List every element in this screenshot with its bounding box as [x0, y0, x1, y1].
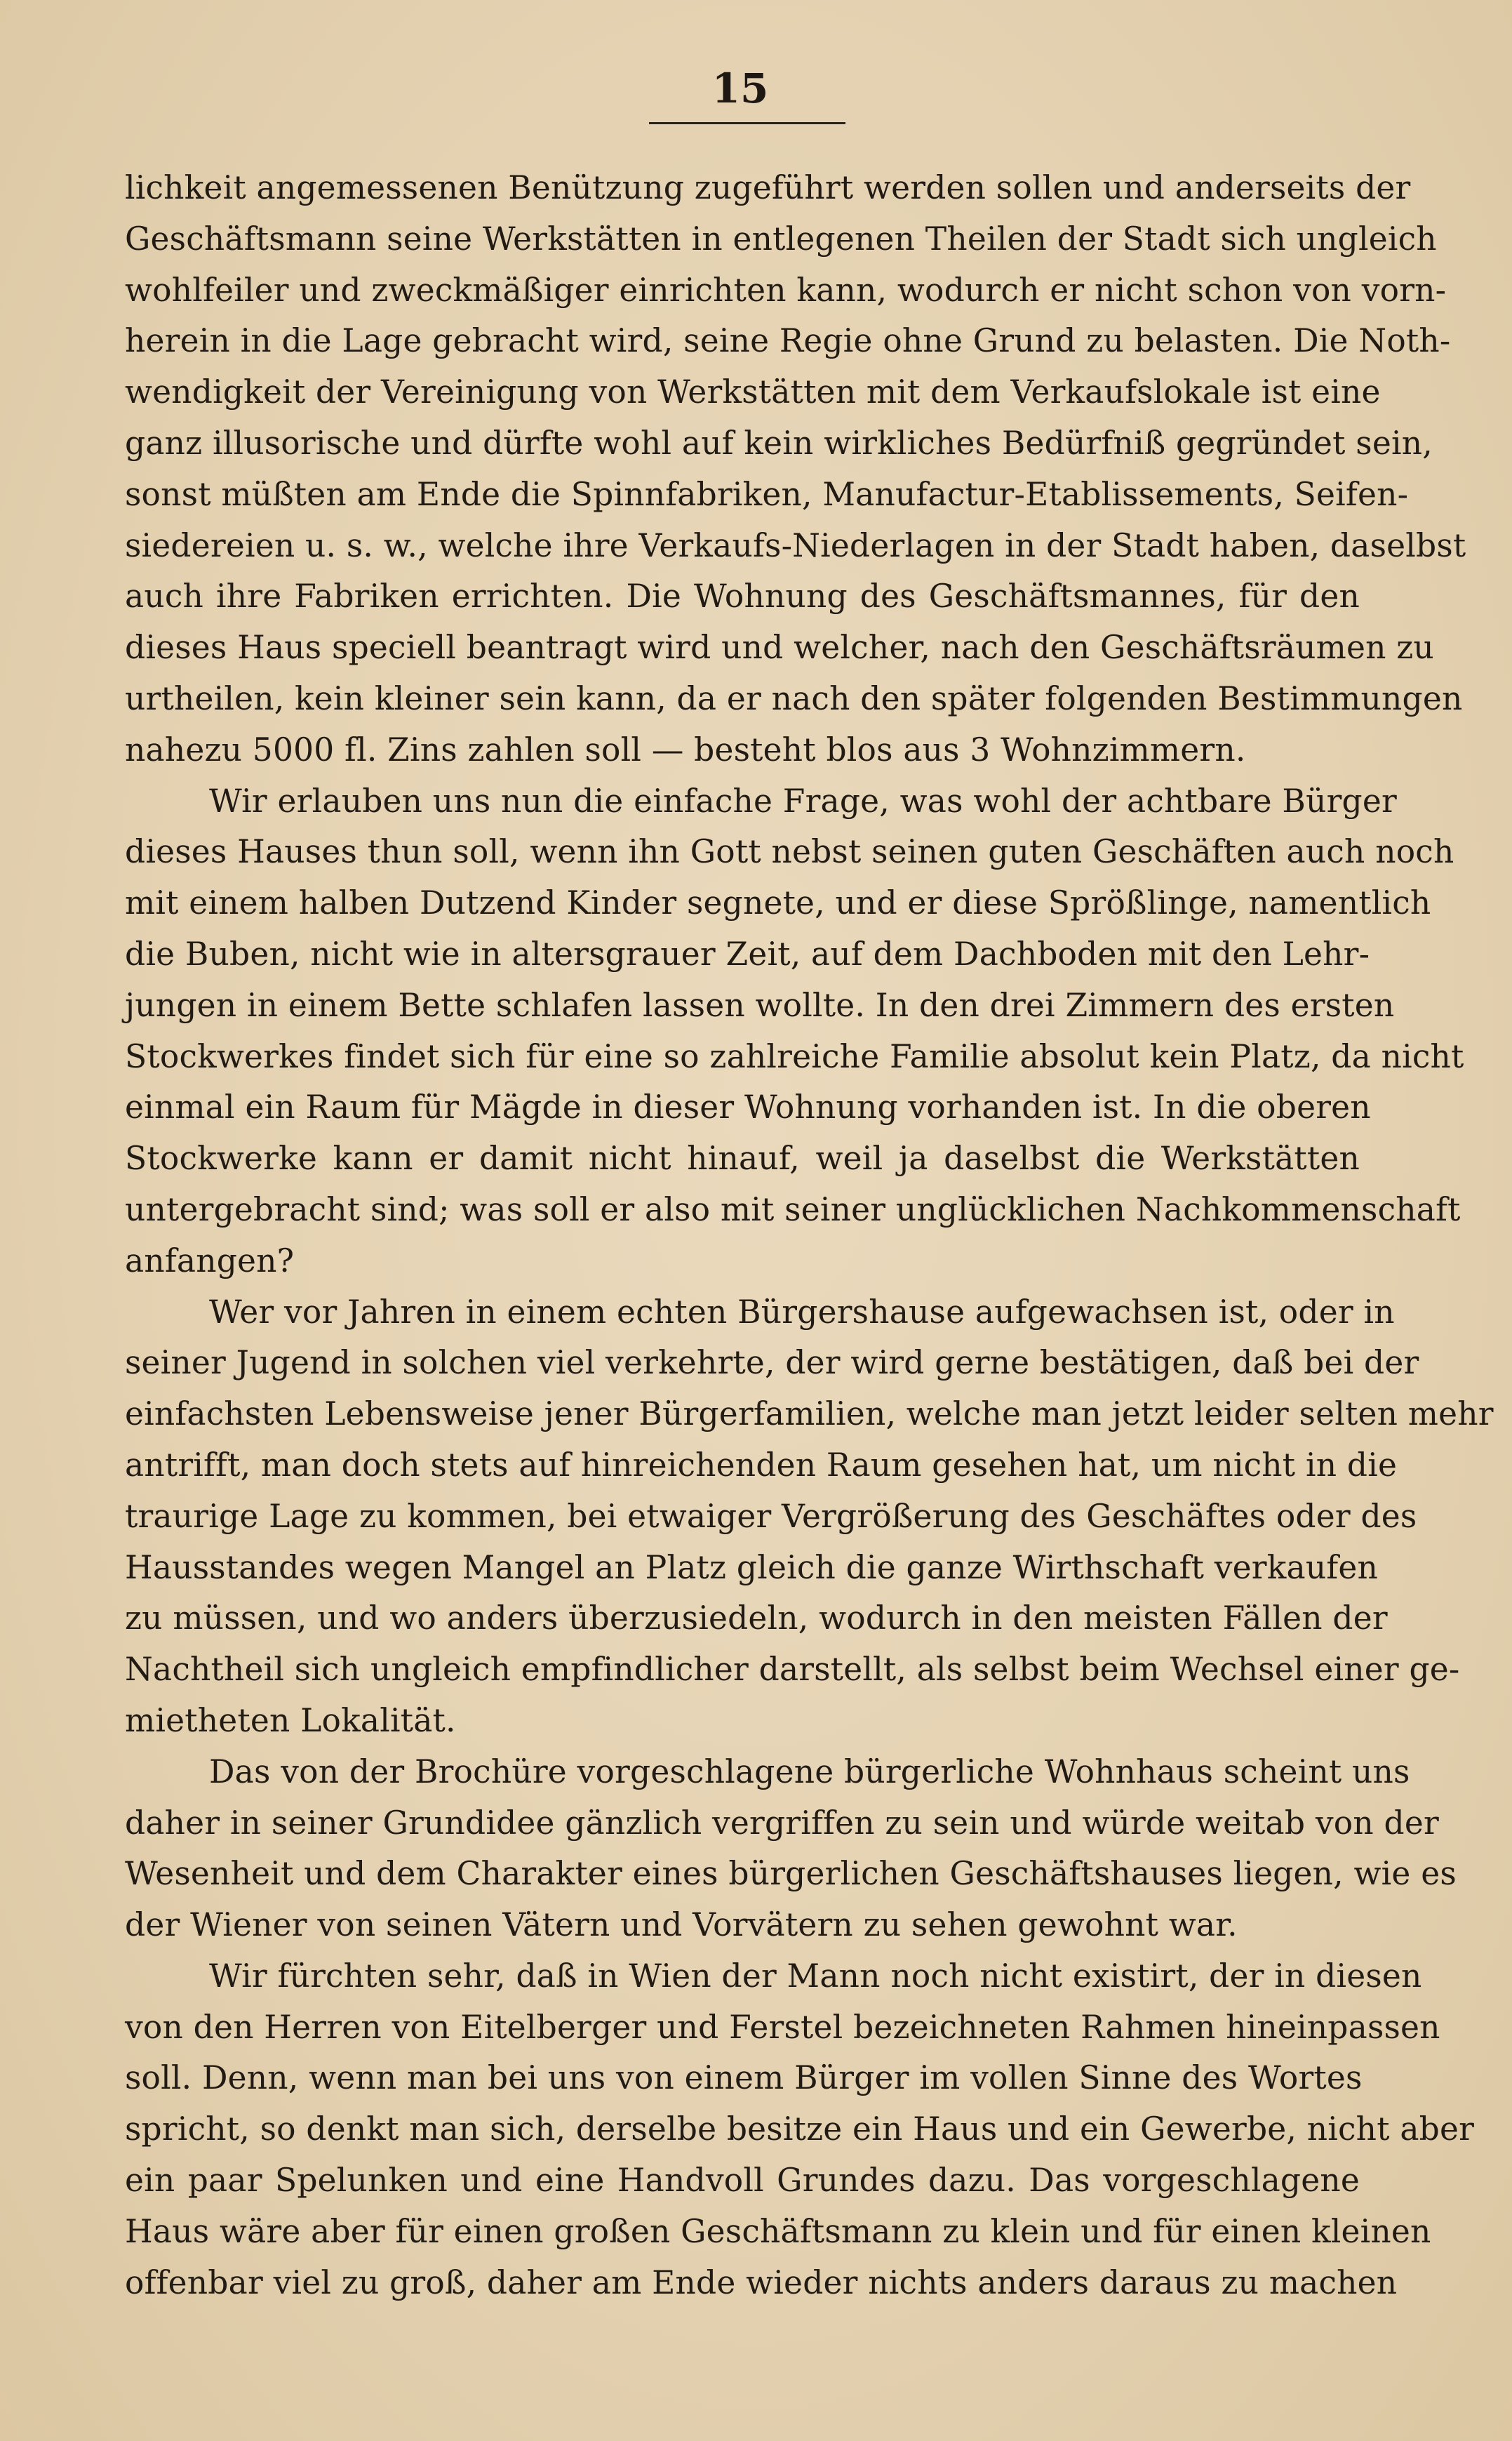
text-line: Geschäftsmann seine Werkstätten in entlegenen Theilen der Stadt sich ungleich — [125, 220, 1437, 258]
text-line: Das von der Brochüre vorgeschlagene bürgerliche Wohnhaus scheint uns — [209, 1752, 1410, 1790]
text-line: antrifft, man doch stets auf hinreichenden Raum gesehen hat, um nicht in die — [125, 1446, 1398, 1484]
text-line: offenbar viel zu groß, daher am Ende wieder nichts anders daraus zu machen — [125, 2263, 1398, 2301]
text-line: spricht, so denkt man sich, derselbe besitze ein Haus und ein Gewerbe, nicht aber — [125, 2110, 1475, 2148]
text-line: daher in seiner Grundidee gänzlich vergriffen zu sein und würde weitab von der — [125, 1804, 1439, 1842]
text-line: anfangen? — [125, 1242, 295, 1279]
text-line: der Wiener von seinen Vätern und Vorvätern zu sehen gewohnt war. — [125, 1906, 1238, 1944]
text-line: einfachsten Lebensweise jener Bürgerfamilien, welche man jetzt leider selten mehr — [125, 1395, 1494, 1433]
text-line: lichkeit angemessenen Benützung zugeführt werden sollen und anderseits der — [125, 169, 1411, 206]
paragraph-2 — [125, 776, 1464, 1287]
text-line: Wir fürchten sehr, daß in Wien der Mann noch nicht existirt, der in diesen — [209, 1957, 1422, 1995]
text-line: Wir erlauben uns nun die einfache Frage, was wohl der achtbare Bürger — [209, 782, 1397, 820]
text-line: sonst müßten am Ende die Spinnfabriken, Manufactur-Etablissements, Seifen- — [125, 475, 1409, 513]
text-line: seiner Jugend in solchen viel verkehrte, der wird gerne bestätigen, daß bei der — [125, 1344, 1419, 1382]
text-line: zu müssen, und wo anders überzusiedeln, wodurch in den meisten Fällen der — [125, 1599, 1388, 1637]
text-line: soll. Denn, wenn man bei uns von einem Bürger im vollen Sinne des Wortes — [125, 2059, 1363, 2097]
text-line: die Buben, nicht wie in altersgrauer Zeit, auf dem Dachboden mit den Lehr- — [125, 935, 1370, 973]
text-line: urtheilen, kein kleiner sein kann, da er nach den später folgenden Bestimmungen — [125, 679, 1463, 717]
body-text — [125, 163, 1494, 2308]
text-line: mietheten Lokalität. — [125, 1701, 456, 1739]
text-line: siedereien u. s. w., welche ihre Verkaufs-Niederlagen in der Stadt haben, daselbst — [125, 526, 1466, 564]
text-line: Haus wäre aber für einen großen Geschäftsmann zu klein und für einen kleinen — [125, 2212, 1431, 2250]
text-line: einmal ein Raum für Mägde in dieser Wohnung vorhanden ist. In die oberen — [125, 1089, 1371, 1126]
text-line: mit einem halben Dutzend Kinder segnete, und er diese Sprößlinge, namentlich — [125, 884, 1431, 922]
text-line: auch ihre Fabriken errichten. Die Wohnung des Geschäftsmannes, für den — [125, 578, 1360, 616]
text-line: Stockwerke kann er damit nicht hinauf, weil ja daselbst die Werkstätten — [125, 1140, 1360, 1178]
text-line: Wesenheit und dem Charakter eines bürgerlichen Geschäftshauses liegen, wie es — [125, 1855, 1457, 1893]
text-line: nahezu 5000 fl. Zins zahlen soll — besteht blos aus 3 Wohnzimmern. — [125, 731, 1246, 769]
paragraph-1 — [125, 163, 1466, 776]
text-line: traurige Lage zu kommen, bei etwaiger Vergrößerung des Geschäftes oder des — [125, 1497, 1417, 1535]
text-line: ein paar Spelunken und eine Handvoll Grundes dazu. Das vorgeschlagene — [125, 2162, 1360, 2200]
header-rule — [649, 122, 845, 124]
text-line: Nachtheil sich ungleich empfindlicher darstellt, als selbst beim Wechsel einer ge- — [125, 1651, 1460, 1689]
text-line: Hausstandes wegen Mangel an Platz gleich die ganze Wirthschaft verkaufen — [125, 1548, 1379, 1586]
text-line: dieses Hauses thun soll, wenn ihn Gott nebst seinen guten Geschäften auch noch — [125, 833, 1454, 871]
text-line: jungen in einem Bette schlafen lassen wollte. In den drei Zimmern des ersten — [125, 986, 1395, 1024]
text-line: untergebracht sind; was soll er also mit seiner unglücklichen Nachkommenschaft — [125, 1190, 1461, 1228]
page-number: 15 — [711, 65, 769, 112]
paragraph-3 — [125, 1287, 1494, 1747]
text-line: von den Herren von Eitelberger und Ferstel bezeichneten Rahmen hineinpassen — [125, 2008, 1440, 2046]
text-line: Stockwerkes findet sich für eine so zahlreiche Familie absolut kein Platz, da nicht — [125, 1037, 1464, 1075]
text-line: ganz illusorische und dürfte wohl auf kein wirkliches Bedürfniß gegründet sein, — [125, 424, 1433, 462]
text-line: wendigkeit der Vereinigung von Werkstätten mit dem Verkaufslokale ist eine — [125, 373, 1381, 411]
paragraph-5 — [125, 1951, 1475, 2309]
text-line: wohlfeiler und zweckmäßiger einrichten kann, wodurch er nicht schon von vorn- — [125, 271, 1447, 309]
text-line: Wer vor Jahren in einem echten Bürgershause aufgewachsen ist, oder in — [209, 1293, 1395, 1331]
text-line: herein in die Lage gebracht wird, seine Regie ohne Grund zu belasten. Die Noth- — [125, 322, 1451, 360]
paragraph-4 — [125, 1747, 1457, 1951]
text-line: dieses Haus speciell beantragt wird und welcher, nach den Geschäftsräumen zu — [125, 629, 1434, 667]
